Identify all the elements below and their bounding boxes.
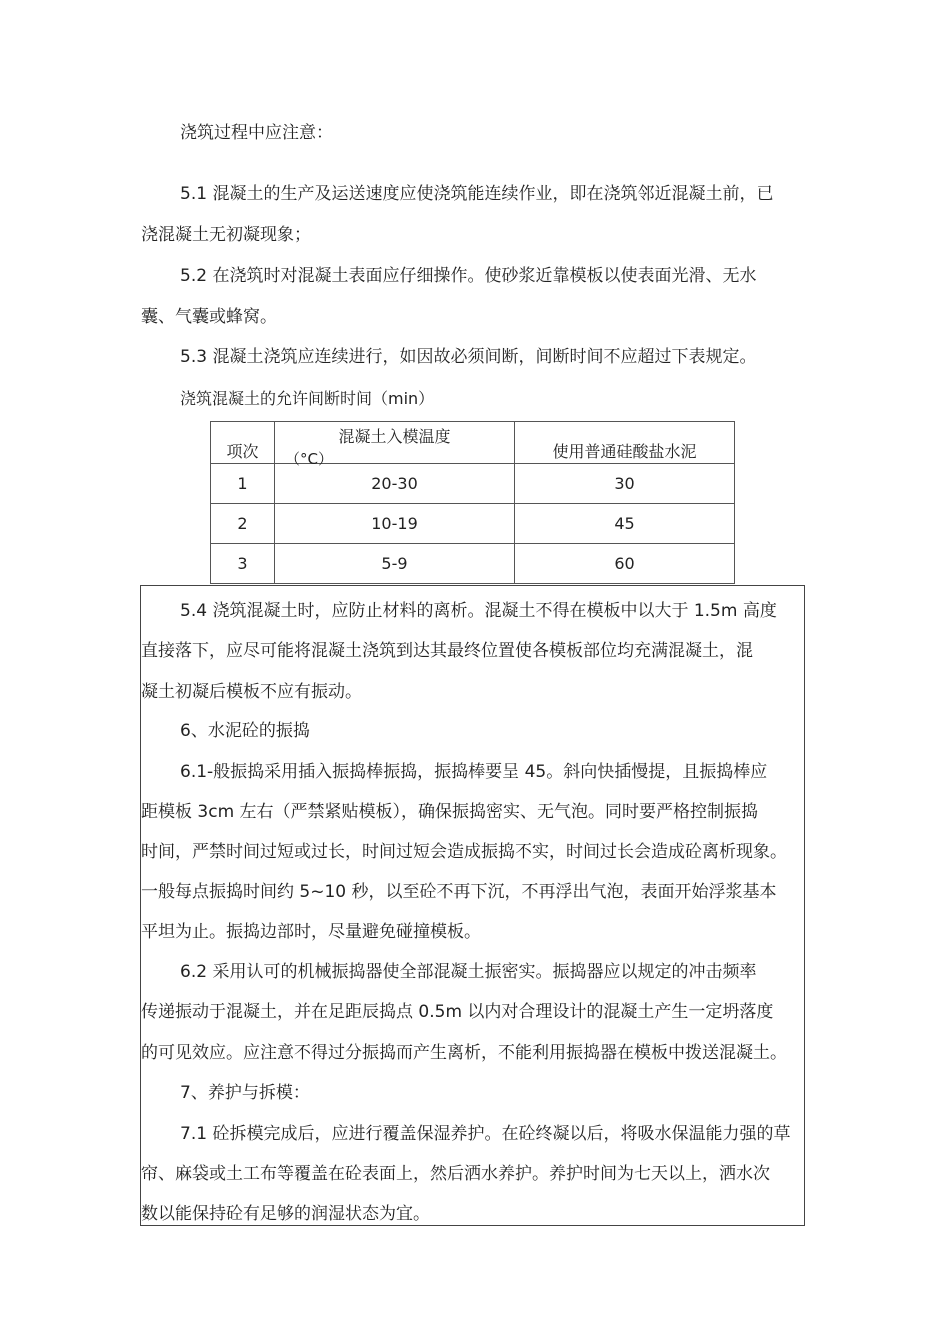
table-caption: 浇筑混凝土的允许间断时间（min） bbox=[180, 389, 435, 408]
paragraph-5-2-line-2: 囊、气囊或蜂窝。 bbox=[141, 307, 277, 327]
paragraph-5-1-line-2: 浇混凝土无初凝现象； bbox=[141, 225, 311, 245]
paragraph-5-2-line-1: 5.2 在浇筑时对混凝土表面应仔细操作。使砂浆近靠模板以使表面光滑、无水 bbox=[180, 266, 757, 286]
table-row bbox=[211, 504, 735, 544]
paragraph-5-4-line-1: 5.4 浇筑混凝土时，应防止材料的离析。混凝土不得在模板中以大于 1.5m 高度 bbox=[180, 601, 777, 621]
paragraph-6-1-line-1: 6.1-般振捣采用插入振捣棒振捣，振捣棒要呈 45。斜向快插慢提，且振捣棒应 bbox=[180, 762, 768, 782]
table-row bbox=[211, 544, 735, 584]
intro-line: 浇筑过程中应注意： bbox=[180, 123, 333, 143]
paragraph-6-1-line-2: 距模板 3cm 左右（严禁紧贴模板），确保振捣密实、无气泡。同时要严格控制振捣 bbox=[141, 802, 759, 822]
paragraph-5-3: 5.3 混凝土浇筑应连续进行，如因故必须间断，间断时间不应超过下表规定。 bbox=[180, 347, 757, 367]
paragraph-5-4-line-2: 直接落下，应尽可能将混凝土浇筑到达其最终位置使各模板部位均充满混凝土，混 bbox=[141, 641, 753, 661]
paragraph-5-4-line-3: 凝土初凝后模板不应有振动。 bbox=[141, 682, 362, 702]
table-header-row bbox=[211, 422, 735, 464]
cell-no: 2 bbox=[211, 504, 275, 544]
cell-time: 45 bbox=[515, 504, 735, 544]
paragraph-6-2-line-2: 传递振动于混凝土，并在足距辰捣点 0.5m 以内对合理设计的混凝土产生一定坍落度 bbox=[141, 1002, 774, 1022]
heading-7: 7、养护与拆模： bbox=[180, 1083, 310, 1103]
cell-temp: 10-19 bbox=[275, 504, 515, 544]
paragraph-6-1-line-5: 平坦为止。振捣边部时，尽量避免碰撞模板。 bbox=[141, 922, 481, 942]
cell-time: 30 bbox=[515, 464, 735, 504]
header-cement: 使用普通硅酸盐水泥 bbox=[515, 422, 735, 464]
interruption-time-table bbox=[210, 421, 735, 584]
header-temperature: 混凝土入模温度 （°C） bbox=[275, 422, 515, 464]
cell-temp: 5-9 bbox=[275, 544, 515, 584]
paragraph-6-2-line-1: 6.2 采用认可的机械振捣器使全部混凝土振密实。振捣器应以规定的冲击频率 bbox=[180, 962, 757, 982]
paragraph-6-1-line-4: 一般每点振捣时间约 5~10 秒，以至砼不再下沉，不再浮出气泡，表面开始浮浆基本 bbox=[141, 882, 777, 902]
paragraph-7-1-line-1: 7.1 砼拆模完成后，应进行覆盖保湿养护。在砼终凝以后，将吸水保温能力强的草 bbox=[180, 1124, 791, 1144]
cell-no: 3 bbox=[211, 544, 275, 584]
heading-6: 6、水泥砼的振捣 bbox=[180, 721, 310, 741]
cell-no: 1 bbox=[211, 464, 275, 504]
cell-time: 60 bbox=[515, 544, 735, 584]
paragraph-6-2-line-3: 的可见效应。应注意不得过分振捣而产生离析，不能利用振捣器在模板中拨送混凝土。 bbox=[141, 1043, 787, 1063]
header-item-no: 项次 bbox=[211, 422, 275, 464]
paragraph-7-1-line-2: 帘、麻袋或土工布等覆盖在砼表面上，然后洒水养护。养护时间为七天以上，洒水次 bbox=[141, 1164, 770, 1184]
paragraph-6-1-line-3: 时间，严禁时间过短或过长，时间过短会造成振捣不实，时间过长会造成砼离析现象。 bbox=[141, 842, 787, 862]
paragraph-5-1-line-1: 5.1 混凝土的生产及运送速度应使浇筑能连续作业，即在浇筑邻近混凝土前，已 bbox=[180, 184, 774, 204]
cell-temp: 20-30 bbox=[275, 464, 515, 504]
table-row bbox=[211, 464, 735, 504]
paragraph-7-1-line-3: 数以能保持砼有足够的润湿状态为宜。 bbox=[141, 1204, 430, 1224]
